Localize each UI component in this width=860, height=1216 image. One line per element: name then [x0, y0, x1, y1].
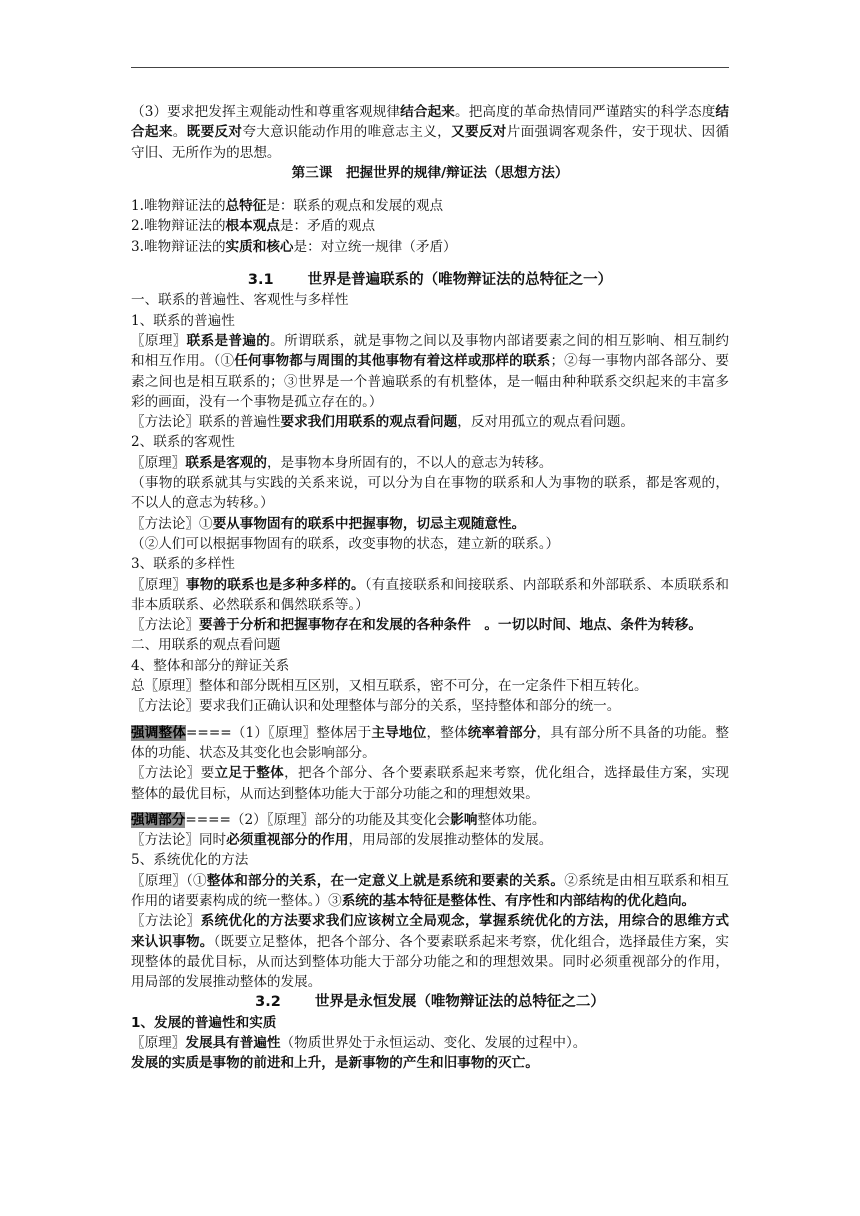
- principle-whole-part: 总〖原理〗整体和部分既相互区别，又相互联系，密不可分，在一定条件下相互转化。: [131, 678, 648, 695]
- principle-system: 〖原理〗（①整体和部分的关系，在一定意义上就是系统和要素的关系。②系统是由相互联系和相互作用的诸要素构成的统一整体。）③系统的基本特征是整体性、有序性和内部结构的优化趋向。: [131, 872, 730, 909]
- method-universality: 〖方法论〗联系的普遍性要求我们用联系的观点看问题，反对用孤立的观点看问题。: [131, 414, 634, 431]
- principle-development: 〖原理〗发展具有普遍性（物质世界处于永恒运动、变化、发展的过程中）。: [131, 1035, 587, 1052]
- principle-universality: 〖原理〗联系是普遍的。所谓联系，就是事物之间以及事物内部诸要素之间的相互影响、相互制约和相互作用。（①任何事物都与周围的其他事物有着这样或那样的联系；②每一事物内部各部分、要素之间也是相互联系的；③世界是一个普遍联系的有机整体，是一幅由种种联系交织起来的丰富多彩的画面，没有一个事物是孤立存在的。）: [131, 332, 730, 410]
- list-item-basic-view: 2.唯物辩证法的根本观点是：矛盾的观点: [131, 218, 376, 235]
- emphasis-part: 强调部分====（2）〖原理〗部分的功能及其变化会影响整体功能。: [131, 811, 546, 828]
- highlight-tag-part: 强调部分: [131, 811, 186, 828]
- document-body: [131, 102, 729, 1074]
- subheading-system: 5、系统优化的方法: [131, 852, 249, 869]
- subheading-universality: 1、联系的普遍性: [131, 312, 235, 329]
- subheading-diversity: 3、联系的多样性: [131, 556, 235, 573]
- development-essence: 发展的实质是事物的前进和上升，是新事物的产生和旧事物的灭亡。: [131, 1055, 539, 1072]
- method-whole-part: 〖方法论〗要求我们正确认识和处理整体与部分的关系，坚持整体和部分的统一。: [131, 698, 621, 715]
- note-new-connection: （②人们可以根据事物固有的联系，改变事物的状态，建立新的联系。）: [131, 535, 560, 552]
- emphasis-whole: 强调整体====（1）〖原理〗整体居于主导地位，整体统率着部分，具有部分所不具备的功能。整体的功能、状态及其变化也会影响部分。: [131, 724, 730, 761]
- header-rule: [131, 67, 729, 68]
- method-objectivity: 〖方法论〗①要从事物固有的联系中把握事物，切忌主观随意性。: [131, 515, 526, 532]
- list-item-essence: 3.唯物辩证法的实质和核心是：对立统一规律（矛盾）: [131, 238, 457, 255]
- subheading-development: 1、发展的普遍性和实质: [131, 1014, 277, 1031]
- method-whole: 〖方法论〗要立足于整体，把各个部分、各个要素联系起来考察，优化组合，选择最佳方案，实现整体的最优目标，从而达到整体功能大于部分功能之和的理想效果。: [131, 765, 730, 802]
- lesson-title: 第三课 把握世界的规律/辩证法（思想方法）: [291, 164, 569, 181]
- note-objectivity: （事物的联系就其与实践的关系来说，可以分为自在事物的联系和人为事物的联系，都是客观的，不以人的意志为转移。）: [131, 475, 729, 512]
- method-part: 〖方法论〗同时必须重视部分的作用，用局部的发展推动整体的发展。: [131, 832, 553, 849]
- highlight-tag-whole: 强调整体: [131, 724, 187, 741]
- principle-diversity: 〖原理〗事物的联系也是多种多样的。（有直接联系和间接联系、内部联系和外部联系、本质联系和非本质联系、必然联系和偶然联系等。）: [131, 576, 730, 613]
- method-diversity: 〖方法论〗要善于分析和把握事物存在和发展的各种条件 。一切以时间、地点、条件为转移。: [131, 617, 702, 634]
- section-heading-3-1: 3.1 世界是普遍联系的（唯物辩证法的总特征之一）: [247, 272, 613, 289]
- principle-objectivity: 〖原理〗联系是客观的，是事物本身所固有的，不以人的意志为转移。: [131, 454, 553, 471]
- method-system: 〖方法论〗系统优化的方法要求我们应该树立全局观念，掌握系统优化的方法，用综合的思维方式来认识事物。（既要立足整体，把各个部分、各个要素联系起来考察，优化组合，选择最佳方案，实现整体的最优目标，从而达到整体功能大于部分功能之和的理想效果。同时必须重视部分的作用，用局部的发展推动整体的发展。: [131, 913, 730, 991]
- section-heading-3-2: 3.2 世界是永恒发展（唯物辩证法的总特征之二）: [255, 994, 605, 1011]
- subheading-objectivity: 2、联系的客观性: [131, 434, 235, 451]
- subheading-whole-part: 4、整体和部分的辩证关系: [131, 657, 290, 674]
- list-item-total-feature: 1.唯物辩证法的总特征是：联系的观点和发展的观点: [131, 198, 444, 215]
- paragraph-combine: （3）要求把发挥主观能动性和尊重客观规律结合起来。把高度的革命热情同严谨踏实的科学态度结合起来。既要反对夸大意识能动作用的唯意志主义，又要反对片面强调客观条件，安于现状、因循守旧、无所作为的思想。: [131, 104, 730, 161]
- subheading-view: 二、用联系的观点看问题: [131, 637, 281, 654]
- subheading-connection: 一、联系的普遍性、客观性与多样性: [131, 292, 349, 309]
